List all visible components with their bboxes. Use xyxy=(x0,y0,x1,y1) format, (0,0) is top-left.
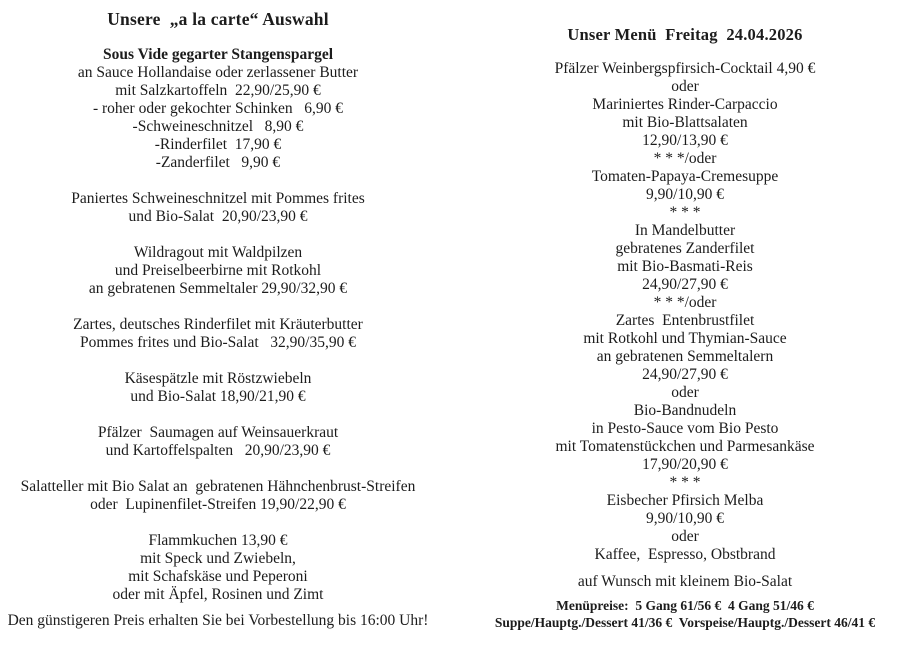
menu-line: oder xyxy=(671,528,699,545)
menu-line: Pommes frites und Bio-Salat 32,90/35,90 € xyxy=(80,334,356,351)
menu-line: -Zanderfilet 9,90 € xyxy=(155,154,281,171)
menu-line: mit Rotkohl und Thymian-Sauce xyxy=(583,330,787,347)
menu-line: Zartes, deutsches Rinderfilet mit Kräuterbutter xyxy=(73,316,363,333)
course-separator: * * */oder xyxy=(653,150,717,167)
menu-line: 9,90/10,90 € xyxy=(646,510,724,527)
menu-item-block xyxy=(0,316,436,352)
course-separator: * * */oder xyxy=(653,294,717,311)
menu-line: und Preiselbeerbirne mit Rotkohl xyxy=(114,262,322,279)
menu-line: 12,90/13,90 € xyxy=(642,132,728,149)
side-salad-note: auf Wunsch mit kleinem Bio-Salat xyxy=(577,573,793,590)
menu-line: 24,90/27,90 € xyxy=(642,366,728,383)
menu-item-block xyxy=(0,244,436,298)
menu-line: Pfälzer Weinbergspfirsich-Cocktail 4,90 € xyxy=(554,60,816,77)
daily-menu-column xyxy=(450,0,900,646)
menu-line: In Mandelbutter xyxy=(634,222,736,239)
menu-line: mit Bio-Blattsalaten xyxy=(622,114,748,131)
menu-price-line: Suppe/Hauptg./Dessert 41/36 € Vorspeise/Hauptg./Dessert 46/41 € xyxy=(494,615,876,630)
menu-line: Paniertes Schweineschnitzel mit Pommes frites xyxy=(71,190,365,207)
menu-item-block xyxy=(0,190,436,226)
menu-line: Tomaten-Papaya-Cremesuppe xyxy=(591,168,779,185)
menu-line: in Pesto-Sauce vom Bio Pesto xyxy=(591,420,779,437)
menu-line: und Kartoffelspalten 20,90/23,90 € xyxy=(105,442,331,459)
menu-line: mit Speck und Zwiebeln, xyxy=(140,550,296,567)
menu-price-line: Menüpreise: 5 Gang 61/56 € 4 Gang 51/46 € xyxy=(556,598,814,613)
menu-line: gebratenes Zanderfilet xyxy=(615,240,755,257)
daily-menu-lines xyxy=(470,60,900,564)
menu-line: Mariniertes Rinder-Carpaccio xyxy=(592,96,778,113)
daily-menu-title: Unser Menü Freitag 24.04.2026 xyxy=(567,25,803,44)
menu-line: Kaffee, Espresso, Obstbrand xyxy=(594,546,776,563)
menu-line: Flammkuchen 13,90 € xyxy=(148,532,288,549)
menu-line: an gebratenen Semmeltalern xyxy=(596,348,774,365)
menu-line: Sous Vide gegarter Stangenspargel xyxy=(102,46,334,63)
menu-line: - roher oder gekochter Schinken 6,90 € xyxy=(92,100,344,117)
menu-line: 24,90/27,90 € xyxy=(642,276,728,293)
menu-line: mit Tomatenstückchen und Parmesankäse xyxy=(555,438,815,455)
menu-prices xyxy=(470,597,900,631)
menu-line: Bio-Bandnudeln xyxy=(633,402,737,419)
menu-line: Käsespätzle mit Röstzwiebeln xyxy=(124,370,312,387)
menu-item-block xyxy=(0,370,436,406)
menu-line: 9,90/10,90 € xyxy=(646,186,724,203)
menu-line: oder Lupinenfilet-Streifen 19,90/22,90 € xyxy=(90,496,346,513)
menu-line: Pfälzer Saumagen auf Weinsauerkraut xyxy=(97,424,339,441)
menu-line: und Bio-Salat 18,90/21,90 € xyxy=(130,388,306,405)
a-la-carte-items xyxy=(0,46,436,604)
menu-item-block xyxy=(0,424,436,460)
menu-line: Zartes Entenbrustfilet xyxy=(615,312,755,329)
menu-line: -Schweineschnitzel 8,90 € xyxy=(132,118,304,135)
menu-line: und Bio-Salat 20,90/23,90 € xyxy=(128,208,308,225)
menu-line: 17,90/20,90 € xyxy=(642,456,728,473)
course-separator: * * * xyxy=(669,474,701,491)
menu-line: oder xyxy=(671,384,699,401)
preorder-discount-note: Den günstigeren Preis erhalten Sie bei Vorbestellung bis 16:00 Uhr! xyxy=(7,612,429,629)
menu-line: an gebratenen Semmeltaler 29,90/32,90 € xyxy=(88,280,348,297)
menu-item-block xyxy=(0,46,436,172)
menu-line: oder xyxy=(671,78,699,95)
menu-line: Eisbecher Pfirsich Melba xyxy=(606,492,764,509)
menu-line: an Sauce Hollandaise oder zerlassener Butter xyxy=(77,64,359,81)
menu-line: Wildragout mit Waldpilzen xyxy=(133,244,303,261)
a-la-carte-title: Unsere „a la carte“ Auswahl xyxy=(107,9,329,29)
menu-item-block xyxy=(0,478,436,514)
menu-line: mit Bio-Basmati-Reis xyxy=(617,258,753,275)
menu-item-block xyxy=(0,532,436,604)
menu-line: mit Schafskäse und Peperoni xyxy=(128,568,308,585)
course-separator: * * * xyxy=(669,204,701,221)
menu-line: -Rinderfilet 17,90 € xyxy=(154,136,282,153)
menu-line: mit Salzkartoffeln 22,90/25,90 € xyxy=(115,82,321,99)
menu-line: oder mit Äpfel, Rosinen und Zimt xyxy=(112,586,324,603)
menu-line: Salatteller mit Bio Salat an gebratenen Hähnchenbrust-Streifen xyxy=(20,478,416,495)
